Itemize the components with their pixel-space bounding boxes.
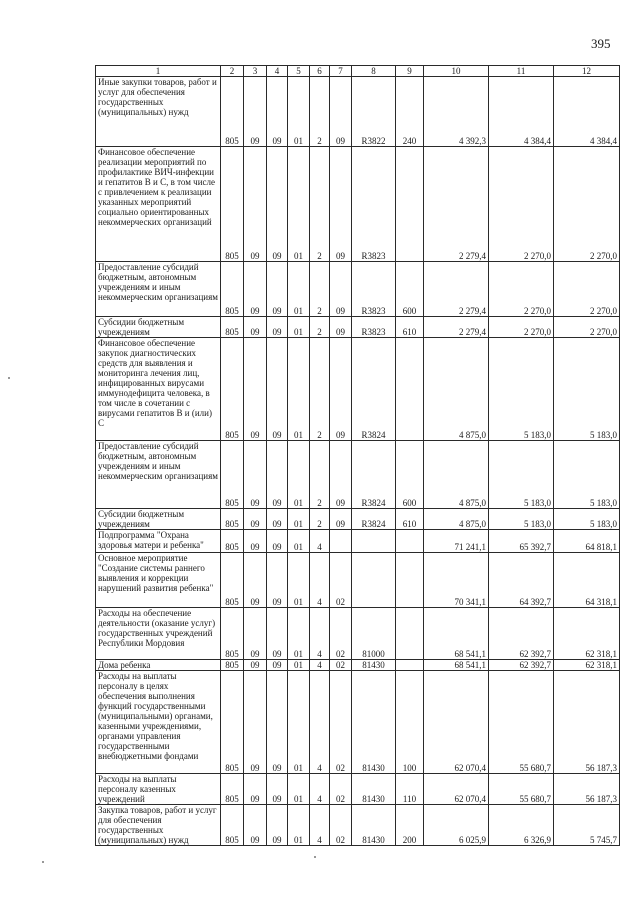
amount-cell: 4 875,0 xyxy=(424,338,489,441)
amount-cell: 55 680,7 xyxy=(489,671,554,774)
code-cell: 01 xyxy=(288,441,310,509)
column-header: 12 xyxy=(554,66,620,77)
amount-cell: 64 392,7 xyxy=(489,553,554,608)
scan-speck xyxy=(314,856,316,858)
code-cell: 4 xyxy=(310,553,330,608)
code-cell: 09 xyxy=(267,441,288,509)
code-cell: 2 xyxy=(310,338,330,441)
table-row xyxy=(96,509,620,530)
code-cell: 81430 xyxy=(352,805,396,846)
amount-cell: 62 392,7 xyxy=(489,608,554,660)
table-row xyxy=(96,530,620,553)
amount-cell: 5 745,7 xyxy=(554,805,620,846)
code-cell: 09 xyxy=(244,262,267,317)
code-cell: 01 xyxy=(288,774,310,805)
row-name-cell: Предоставление субсидий бюджетным, автономным учреждениям и иным некоммерческим организациям xyxy=(96,441,221,509)
code-cell: 09 xyxy=(244,317,267,338)
amount-cell: 68 541,1 xyxy=(424,660,489,671)
amount-cell: 2 270,0 xyxy=(489,262,554,317)
code-cell: 09 xyxy=(330,509,352,530)
table-row xyxy=(96,262,620,317)
code-cell: 81430 xyxy=(352,774,396,805)
code-cell: 09 xyxy=(244,338,267,441)
code-cell: 02 xyxy=(330,608,352,660)
amount-cell: 2 279,4 xyxy=(424,317,489,338)
column-header: 9 xyxy=(396,66,424,77)
code-cell: 240 xyxy=(396,77,424,147)
code-cell: 09 xyxy=(267,77,288,147)
code-cell: 09 xyxy=(267,805,288,846)
code-cell: 805 xyxy=(221,262,244,317)
amount-cell: 4 392,3 xyxy=(424,77,489,147)
row-name-cell: Иные закупки товаров, работ и услуг для обеспечения государственных (муниципальных) нужд xyxy=(96,77,221,147)
row-name-cell: Финансовое обеспечение закупок диагностических средств для выявления и мониторинга лечения лиц, инфицированных вирусами иммунодефицита человека, в том числе в сочетании с вирусами гепатитов В и (или) С xyxy=(96,338,221,441)
code-cell: 09 xyxy=(267,317,288,338)
code-cell: R3823 xyxy=(352,317,396,338)
code-cell: 01 xyxy=(288,77,310,147)
code-cell: R3824 xyxy=(352,338,396,441)
code-cell: 610 xyxy=(396,509,424,530)
table-row xyxy=(96,441,620,509)
table-row xyxy=(96,147,620,262)
amount-cell: 2 270,0 xyxy=(489,317,554,338)
code-cell: 09 xyxy=(244,805,267,846)
code-cell xyxy=(396,338,424,441)
code-cell: 600 xyxy=(396,262,424,317)
amount-cell: 5 183,0 xyxy=(554,509,620,530)
code-cell: 02 xyxy=(330,660,352,671)
amount-cell: 5 183,0 xyxy=(554,441,620,509)
column-header: 8 xyxy=(352,66,396,77)
code-cell: 09 xyxy=(267,147,288,262)
table-row xyxy=(96,671,620,774)
code-cell: 4 xyxy=(310,608,330,660)
code-cell: 805 xyxy=(221,441,244,509)
code-cell: R3824 xyxy=(352,441,396,509)
code-cell xyxy=(396,608,424,660)
amount-cell: 2 270,0 xyxy=(554,317,620,338)
code-cell: 01 xyxy=(288,147,310,262)
code-cell: 4 xyxy=(310,774,330,805)
code-cell: 09 xyxy=(244,77,267,147)
code-cell: R3823 xyxy=(352,147,396,262)
amount-cell: 62 318,1 xyxy=(554,660,620,671)
code-cell xyxy=(396,553,424,608)
code-cell: 01 xyxy=(288,530,310,553)
table-row xyxy=(96,774,620,805)
code-cell: 09 xyxy=(244,530,267,553)
code-cell xyxy=(330,530,352,553)
code-cell: 09 xyxy=(244,553,267,608)
code-cell: 09 xyxy=(267,262,288,317)
code-cell: 09 xyxy=(267,338,288,441)
scan-speck xyxy=(8,377,10,379)
code-cell: 09 xyxy=(267,671,288,774)
amount-cell: 70 341,1 xyxy=(424,553,489,608)
code-cell: 2 xyxy=(310,441,330,509)
amount-cell: 71 241,1 xyxy=(424,530,489,553)
code-cell: 4 xyxy=(310,671,330,774)
code-cell: 09 xyxy=(330,262,352,317)
code-cell: 01 xyxy=(288,317,310,338)
row-name-cell: Дома ребенка xyxy=(96,660,221,671)
code-cell: 2 xyxy=(310,147,330,262)
code-cell: 01 xyxy=(288,509,310,530)
table-row xyxy=(96,553,620,608)
code-cell: 09 xyxy=(244,671,267,774)
header-row xyxy=(96,66,620,77)
amount-cell: 55 680,7 xyxy=(489,774,554,805)
amount-cell: 6 326,9 xyxy=(489,805,554,846)
code-cell: 100 xyxy=(396,671,424,774)
column-header: 5 xyxy=(288,66,310,77)
table-row xyxy=(96,317,620,338)
code-cell: 200 xyxy=(396,805,424,846)
code-cell: R3822 xyxy=(352,77,396,147)
code-cell: R3823 xyxy=(352,262,396,317)
code-cell: 09 xyxy=(267,774,288,805)
amount-cell: 62 318,1 xyxy=(554,608,620,660)
amount-cell: 4 384,4 xyxy=(489,77,554,147)
amount-cell: 2 279,4 xyxy=(424,147,489,262)
amount-cell: 2 270,0 xyxy=(554,147,620,262)
code-cell: 805 xyxy=(221,338,244,441)
column-header: 10 xyxy=(424,66,489,77)
code-cell: R3824 xyxy=(352,509,396,530)
code-cell: 805 xyxy=(221,805,244,846)
code-cell: 09 xyxy=(244,509,267,530)
code-cell: 01 xyxy=(288,262,310,317)
amount-cell: 5 183,0 xyxy=(489,441,554,509)
code-cell: 09 xyxy=(330,441,352,509)
code-cell: 110 xyxy=(396,774,424,805)
code-cell: 02 xyxy=(330,805,352,846)
amount-cell: 2 270,0 xyxy=(489,147,554,262)
amount-cell: 4 875,0 xyxy=(424,441,489,509)
code-cell: 2 xyxy=(310,77,330,147)
row-name-cell: Субсидии бюджетным учреждениям xyxy=(96,317,221,338)
column-header: 11 xyxy=(489,66,554,77)
amount-cell: 2 270,0 xyxy=(554,262,620,317)
code-cell: 805 xyxy=(221,530,244,553)
amount-cell: 6 025,9 xyxy=(424,805,489,846)
code-cell: 09 xyxy=(330,77,352,147)
code-cell: 2 xyxy=(310,509,330,530)
table-row xyxy=(96,338,620,441)
code-cell: 09 xyxy=(267,660,288,671)
column-header: 1 xyxy=(96,66,221,77)
row-name-cell: Расходы на выплаты персоналу в целях обеспечения выполнения функций государственными (муниципальными) органами, казенными учреждениями, органами управления государственными внебюджетными фондами xyxy=(96,671,221,774)
code-cell: 805 xyxy=(221,671,244,774)
column-header: 3 xyxy=(244,66,267,77)
code-cell: 4 xyxy=(310,530,330,553)
code-cell: 09 xyxy=(330,147,352,262)
code-cell: 09 xyxy=(244,441,267,509)
amount-cell: 4 875,0 xyxy=(424,509,489,530)
code-cell: 805 xyxy=(221,660,244,671)
code-cell: 09 xyxy=(244,147,267,262)
code-cell: 02 xyxy=(330,553,352,608)
code-cell: 02 xyxy=(330,774,352,805)
amount-cell: 5 183,0 xyxy=(489,338,554,441)
code-cell: 81430 xyxy=(352,671,396,774)
row-name-cell: Предоставление субсидий бюджетным, автономным учреждениям и иным некоммерческим организациям xyxy=(96,262,221,317)
code-cell: 805 xyxy=(221,553,244,608)
table-row xyxy=(96,77,620,147)
amount-cell: 56 187,3 xyxy=(554,774,620,805)
code-cell: 09 xyxy=(330,338,352,441)
row-name-cell: Подпрограмма "Охрана здоровья матери и ребенка" xyxy=(96,530,221,553)
column-header: 7 xyxy=(330,66,352,77)
amount-cell: 65 392,7 xyxy=(489,530,554,553)
code-cell: 600 xyxy=(396,441,424,509)
code-cell: 01 xyxy=(288,553,310,608)
code-cell xyxy=(352,530,396,553)
row-name-cell: Расходы на выплаты персоналу казенных учреждений xyxy=(96,774,221,805)
amount-cell: 64 818,1 xyxy=(554,530,620,553)
scan-speck xyxy=(42,861,44,863)
amount-cell: 62 070,4 xyxy=(424,671,489,774)
code-cell: 09 xyxy=(267,509,288,530)
amount-cell: 5 183,0 xyxy=(489,509,554,530)
amount-cell: 68 541,1 xyxy=(424,608,489,660)
amount-cell: 62 392,7 xyxy=(489,660,554,671)
column-header: 6 xyxy=(310,66,330,77)
amount-cell: 62 070,4 xyxy=(424,774,489,805)
code-cell: 01 xyxy=(288,338,310,441)
code-cell: 81000 xyxy=(352,608,396,660)
code-cell: 81430 xyxy=(352,660,396,671)
code-cell: 805 xyxy=(221,509,244,530)
code-cell: 01 xyxy=(288,660,310,671)
code-cell: 01 xyxy=(288,671,310,774)
code-cell: 09 xyxy=(244,774,267,805)
code-cell xyxy=(352,553,396,608)
code-cell: 805 xyxy=(221,317,244,338)
code-cell: 805 xyxy=(221,774,244,805)
row-name-cell: Субсидии бюджетным учреждениям xyxy=(96,509,221,530)
code-cell: 09 xyxy=(267,608,288,660)
code-cell: 610 xyxy=(396,317,424,338)
amount-cell: 5 183,0 xyxy=(554,338,620,441)
code-cell: 09 xyxy=(244,608,267,660)
code-cell: 2 xyxy=(310,317,330,338)
budget-table xyxy=(95,65,620,846)
row-name-cell: Финансовое обеспечение реализации мероприятий по профилактике ВИЧ-инфекции и гепатитов В и С, в том числе с привлечением к реализации указанных мероприятий социально ориентированных некоммерческих организаций xyxy=(96,147,221,262)
code-cell: 01 xyxy=(288,608,310,660)
code-cell: 09 xyxy=(267,553,288,608)
code-cell xyxy=(396,147,424,262)
code-cell: 01 xyxy=(288,805,310,846)
amount-cell: 4 384,4 xyxy=(554,77,620,147)
code-cell: 805 xyxy=(221,147,244,262)
code-cell: 09 xyxy=(330,317,352,338)
table-row xyxy=(96,608,620,660)
table-row xyxy=(96,660,620,671)
code-cell: 4 xyxy=(310,660,330,671)
column-header: 2 xyxy=(221,66,244,77)
code-cell xyxy=(396,530,424,553)
row-name-cell: Расходы на обеспечение деятельности (оказание услуг) государственных учреждений Республики Мордовия xyxy=(96,608,221,660)
code-cell: 805 xyxy=(221,608,244,660)
code-cell xyxy=(396,660,424,671)
row-name-cell: Основное мероприятие "Создание системы раннего выявления и коррекции нарушений развития ребенка" xyxy=(96,553,221,608)
code-cell: 09 xyxy=(267,530,288,553)
row-name-cell: Закупка товаров, работ и услуг для обеспечения государственных (муниципальных) нужд xyxy=(96,805,221,846)
code-cell: 2 xyxy=(310,262,330,317)
amount-cell: 56 187,3 xyxy=(554,671,620,774)
amount-cell: 2 279,4 xyxy=(424,262,489,317)
column-header: 4 xyxy=(267,66,288,77)
code-cell: 09 xyxy=(244,660,267,671)
code-cell: 4 xyxy=(310,805,330,846)
code-cell: 805 xyxy=(221,77,244,147)
code-cell: 02 xyxy=(330,671,352,774)
amount-cell: 64 318,1 xyxy=(554,553,620,608)
page-number: 395 xyxy=(591,36,611,51)
table-row xyxy=(96,805,620,846)
